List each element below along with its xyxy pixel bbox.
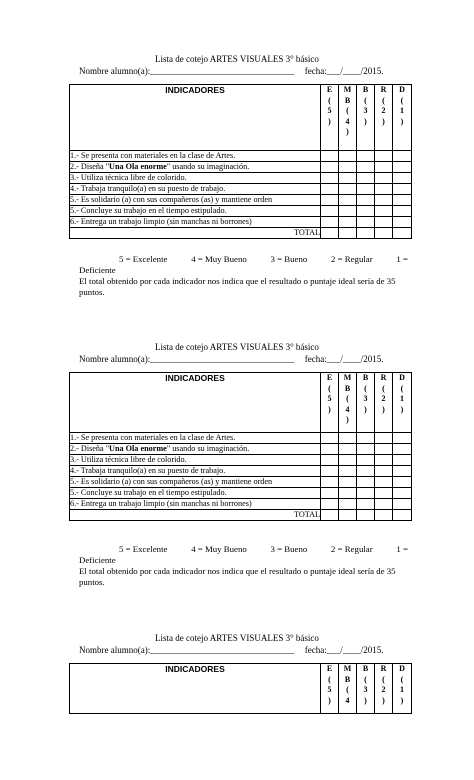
- indicadores-header: INDICADORES: [70, 664, 321, 714]
- col-d: D ( 1 ): [393, 373, 412, 433]
- name-date-line: [79, 645, 383, 655]
- table-row: 3.- Utiliza técnica libre de colorido.: [70, 455, 412, 466]
- col-mb: M B ( 4 ): [339, 85, 357, 151]
- col-r: R ( 2 ): [375, 664, 393, 714]
- col-d: D ( 1 ): [393, 85, 412, 151]
- col-b: B ( 3 ): [357, 373, 375, 433]
- date-label: fecha:___/____/2015.: [304, 354, 384, 364]
- indicadores-header: INDICADORES: [70, 373, 321, 433]
- table-row: 6.- Entrega un trabajo limpio (sin manchas ni borrones): [70, 217, 412, 228]
- table-row: 5.- Es solidario (a) con sus compañeros (as) y mantiene orden: [70, 477, 412, 488]
- table-row: 5.- Es solidario (a) con sus compañeros (as) y mantiene orden: [70, 195, 412, 206]
- col-b: B ( 3 ): [357, 664, 375, 714]
- col-r: R ( 2 ): [375, 373, 393, 433]
- date-label: fecha:___/____/2015.: [304, 66, 384, 76]
- date-label: fecha:___/____/2015.: [304, 645, 384, 655]
- table-row: 3.- Utiliza técnica libre de colorido.: [70, 173, 412, 184]
- col-mb: M B ( 4: [339, 664, 357, 714]
- checklist-table: [69, 663, 412, 714]
- scale-legend: 5 = Excelente 4 = Muy Bueno 3 = Bueno 2 = Regular 1 = Deficiente El total obtenido por cada indicador nos indica que el resultado o puntaje ideal sería de 35 puntos.: [79, 254, 408, 297]
- name-date-line: [79, 66, 383, 76]
- table-row: 2.- Diseña "Una Ola enorme" usando su imaginación.: [70, 162, 412, 173]
- col-e: E ( 5 ): [321, 85, 339, 151]
- doc-title: Lista de cotejo ARTES VISUALES 3° básico: [155, 54, 319, 64]
- total-row: TOTAL: [70, 510, 412, 521]
- name-date-line: [79, 354, 383, 364]
- total-row: TOTAL: [70, 228, 412, 239]
- table-row: 4.- Trabaja tranquilo(a) en su puesto de trabajo.: [70, 184, 412, 195]
- table-row: 1.- Se presenta con materiales en la clase de Artes.: [70, 433, 412, 444]
- col-d: D ( 1 ): [393, 664, 412, 714]
- table-row: 4.- Trabaja tranquilo(a) en su puesto de trabajo.: [70, 466, 412, 477]
- table-row: 1.- Se presenta con materiales en la clase de Artes.: [70, 151, 412, 162]
- col-e: E ( 5 ): [321, 664, 339, 714]
- doc-title: Lista de cotejo ARTES VISUALES 3° básico: [155, 342, 319, 352]
- col-r: R ( 2 ): [375, 85, 393, 151]
- checklist-table: [69, 84, 412, 239]
- table-row: 5.- Concluye su trabajo en el tiempo estipulado.: [70, 206, 412, 217]
- table-row: 2.- Diseña "Una Ola enorme" usando su imaginación.: [70, 444, 412, 455]
- score-note: El total obtenido por cada indicador nos indica que el resultado o puntaje ideal sería de 35 puntos.: [79, 566, 396, 587]
- name-label: Nombre alumno(a):________________________________: [79, 66, 295, 76]
- col-b: B ( 3 ): [357, 85, 375, 151]
- scale-legend: 5 = Excelente 4 = Muy Bueno 3 = Bueno 2 = Regular 1 = Deficiente El total obtenido por cada indicador nos indica que el resultado o puntaje ideal sería de 35 puntos.: [79, 544, 408, 587]
- indicadores-header: INDICADORES: [70, 85, 321, 151]
- table-row: 6.- Entrega un trabajo limpio (sin manchas ni borrones): [70, 499, 412, 510]
- table-row: 5.- Concluye su trabajo en el tiempo estipulado.: [70, 488, 412, 499]
- score-note: El total obtenido por cada indicador nos indica que el resultado o puntaje ideal sería de 35 puntos.: [79, 276, 396, 297]
- col-e: E ( 5 ): [321, 373, 339, 433]
- name-label: Nombre alumno(a):________________________________: [79, 354, 295, 364]
- col-mb: M B ( 4 ): [339, 373, 357, 433]
- name-label: Nombre alumno(a):________________________________: [79, 645, 295, 655]
- checklist-table: [69, 372, 412, 521]
- doc-title: Lista de cotejo ARTES VISUALES 3° básico: [155, 633, 319, 643]
